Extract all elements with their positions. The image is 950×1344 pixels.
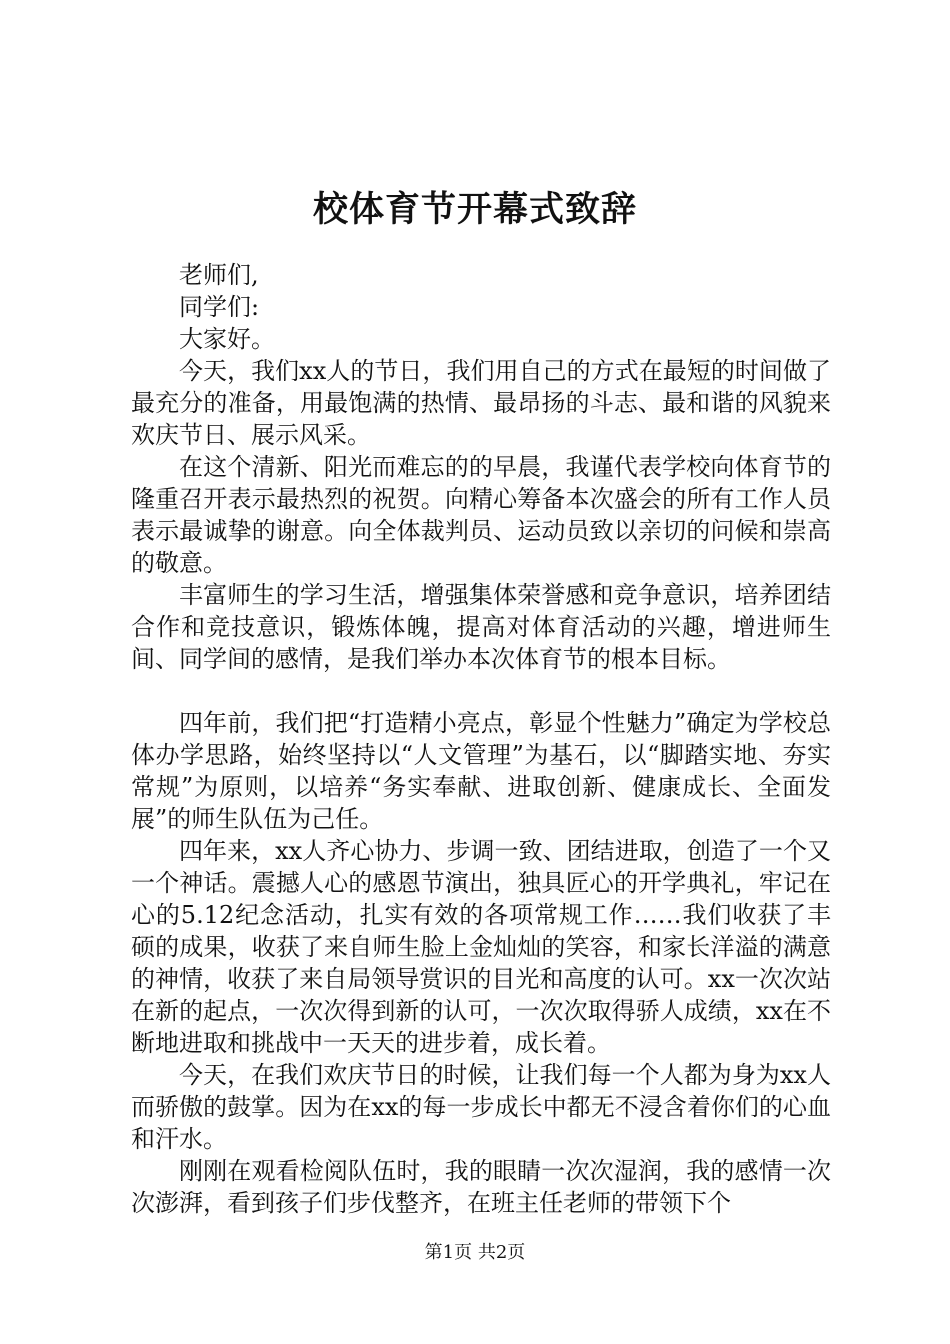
paragraph: 丰富师生的学习生活，增强集体荣誉感和竞争意识，培养团结合作和竞技意识，锻炼体魄，提高对体育活动的兴趣，增进师生间、同学间的感情，是我们举办本次体育节的根本目标。 bbox=[131, 581, 831, 673]
document-body bbox=[131, 259, 831, 1219]
greeting-everyone: 大家好。 bbox=[179, 325, 275, 353]
greeting-students: 同学们: bbox=[179, 293, 260, 321]
paragraph: 今天，在我们欢庆节日的时候，让我们每一个人都为身为xx人而骄傲的鼓掌。因为在xx的每一步成长中都无不浸含着你们的心血和汗水。 bbox=[131, 1061, 831, 1153]
greeting-teachers: 老师们, bbox=[179, 261, 259, 289]
paragraph: 刚刚在观看检阅队伍时，我的眼睛一次次湿润，我的感情一次次澎湃，看到孩子们步伐整齐，在班主任老师的带领下个 bbox=[131, 1157, 831, 1217]
document-title: 校体育节开幕式致辞 bbox=[312, 189, 637, 230]
paragraph: 今天，我们xx人的节日，我们用自己的方式在最短的时间做了最充分的准备，用最饱满的热情、最昂扬的斗志、最和谐的风貌来欢庆节日、展示风采。 bbox=[131, 357, 831, 449]
paragraph: 在这个清新、阳光而难忘的的早晨，我谨代表学校向体育节的隆重召开表示最热烈的祝贺。向精心筹备本次盛会的所有工作人员表示最诚挚的谢意。向全体裁判员、运动员致以亲切的问候和崇高的敬意。 bbox=[131, 453, 831, 577]
page-number-footer: 第1页 共2页 bbox=[424, 1242, 526, 1263]
paragraph: 四年来，xx人齐心协力、步调一致、团结进取，创造了一个又一个神话。震撼人心的感恩节演出，独具匠心的开学典礼，牢记在心的5.12纪念活动，扎实有效的各项常规工作……我们收获了丰硕的成果，收获了来自师生脸上金灿灿的笑容，和家长洋溢的满意的神情，收获了来自局领导赏识的目光和高度的认可。xx一次次站在新的起点，一次次得到新的认可，一次次取得骄人成绩，xx在不断地进取和挑战中一天天的进步着，成长着。 bbox=[131, 837, 831, 1057]
paragraph: 四年前，我们把“打造精小亮点，彰显个性魅力”确定为学校总体办学思路，始终坚持以“人文管理”为基石，以“脚踏实地、夯实常规”为原则，以培养“务实奉献、进取创新、健康成长、全面发展”的师生队伍为己任。 bbox=[131, 709, 831, 833]
